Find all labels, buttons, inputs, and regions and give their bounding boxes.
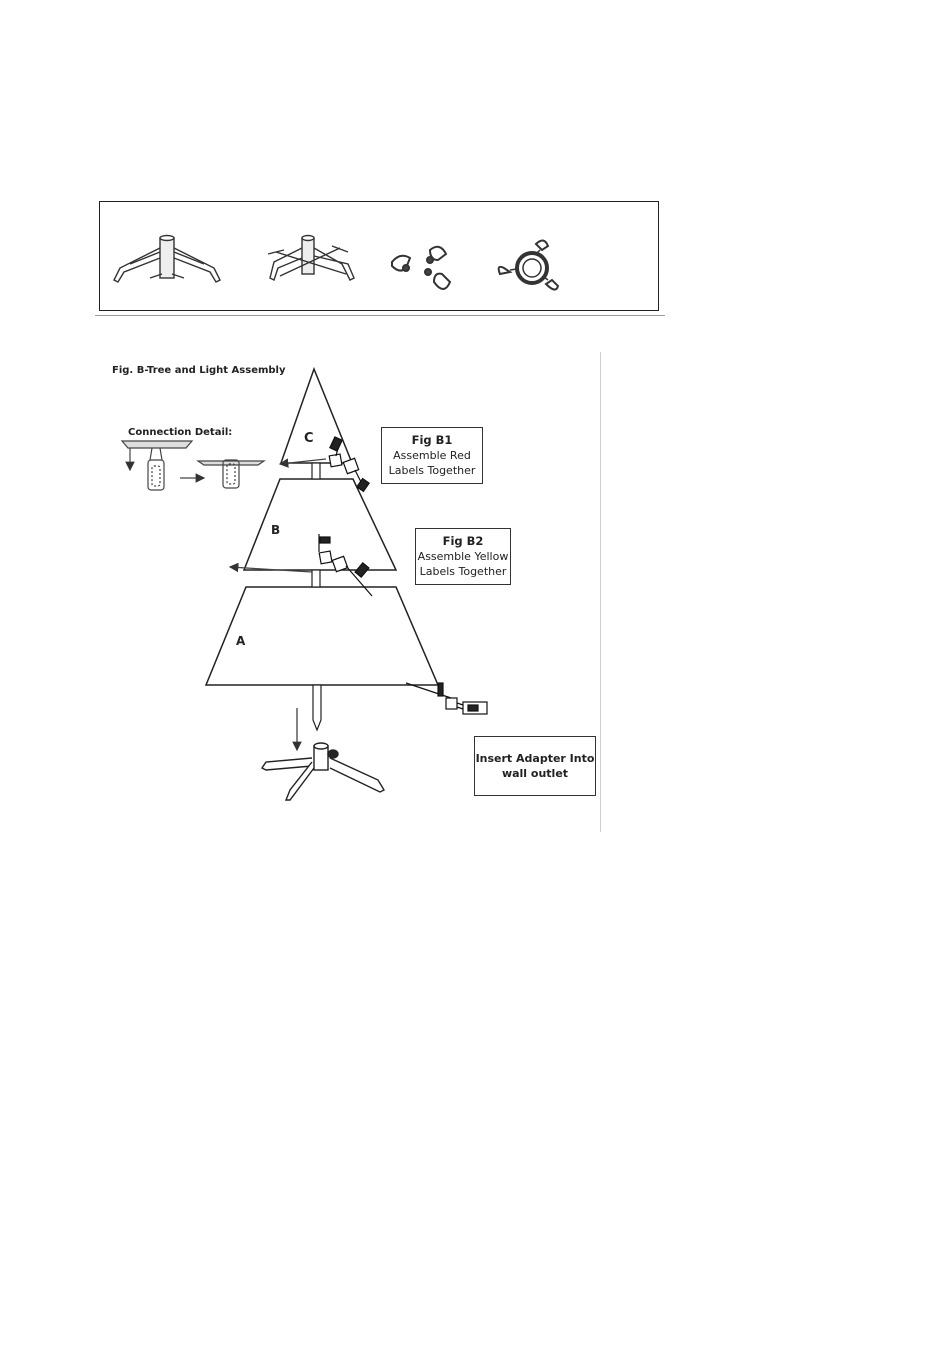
section-a-label: A: [236, 634, 246, 648]
callout-adapter: [474, 736, 596, 796]
callout-fig-b1: [381, 427, 483, 484]
connection-detail-label: Connection Detail:: [128, 427, 233, 438]
stand-crossed-legs-icon: [268, 236, 354, 281]
light-connectors-bottom: [406, 683, 487, 714]
callout-b2-line1: Assemble Yellow: [417, 550, 509, 563]
stand-parts-panel: [99, 201, 659, 311]
callout-b2-line2: Labels Together: [419, 565, 507, 578]
panel-divider: [95, 315, 665, 316]
tree-stand-icon: [262, 743, 384, 800]
figure-b: [108, 352, 601, 832]
callout-adapter-line1: Insert Adapter Into: [475, 752, 595, 765]
ring-with-brackets-icon: [499, 240, 558, 289]
stand-side-view-icon: [114, 236, 220, 283]
figure-title: Fig. B-Tree and Light Assembly: [112, 365, 286, 376]
callout-fig-b2: [415, 528, 511, 585]
connection-detail-diagram: [122, 441, 264, 490]
callout-b1-line2: Labels Together: [388, 464, 476, 477]
leg-brackets-icon: [392, 247, 450, 289]
callout-b1-line1: Assemble Red: [393, 449, 471, 462]
callout-adapter-line2: wall outlet: [501, 767, 569, 780]
section-b-label: B: [271, 523, 281, 537]
tree-section-c: [281, 369, 352, 463]
callout-b1-title: Fig B1: [411, 433, 453, 447]
callout-b2-title: Fig B2: [442, 534, 484, 548]
stand-parts-drawing: [100, 202, 658, 310]
section-c-label: C: [304, 431, 314, 446]
